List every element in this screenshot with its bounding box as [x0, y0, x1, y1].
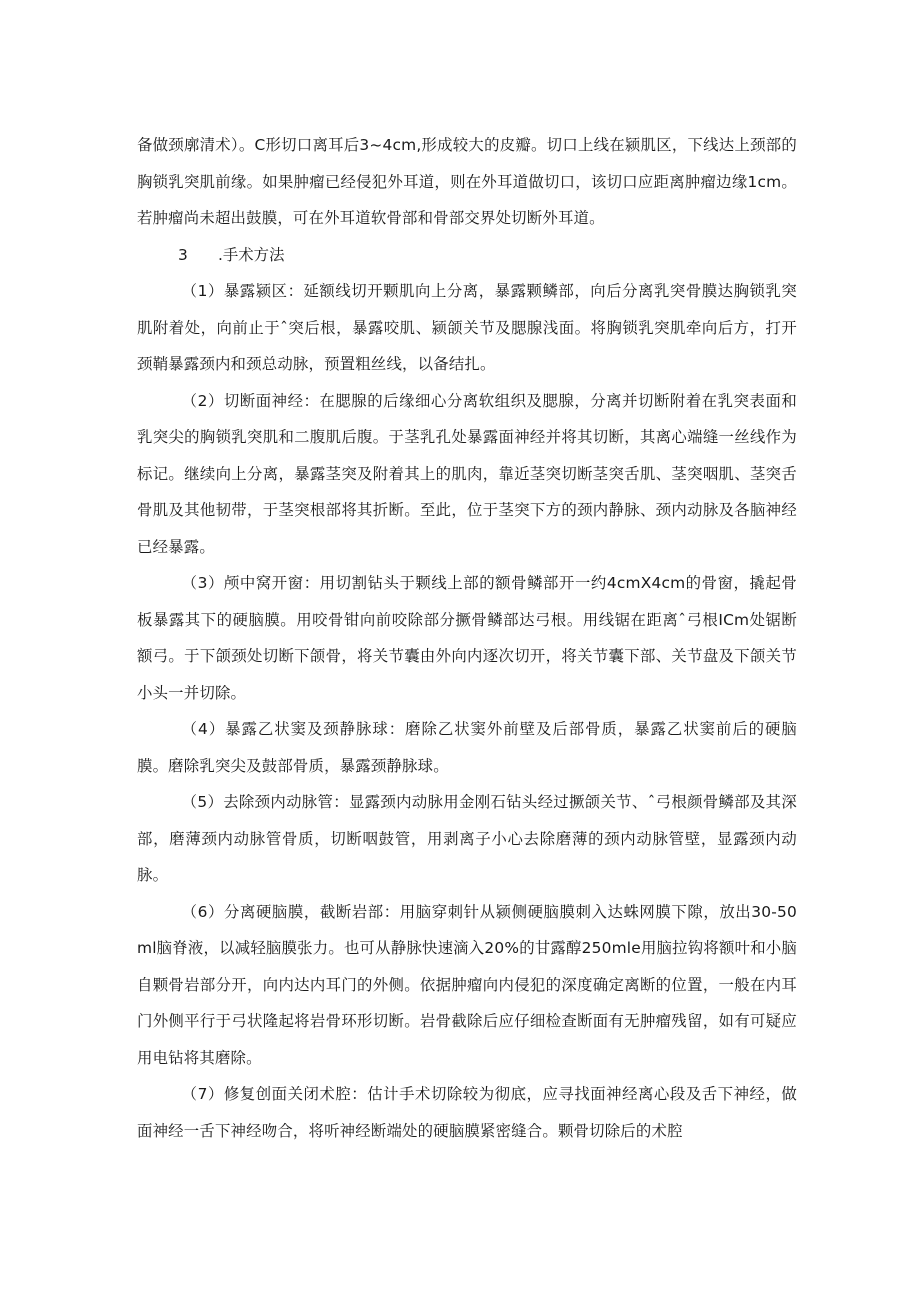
- step-paragraph-3: （3）颅中窝开窗：用切割钻头于颗线上部的额骨鳞部开一约4cmX4cm的骨窗，撬起骨板暴露其下的硬脑膜。用咬骨钳向前咬除部分撅骨鳞部达弓根。用线锯在距离ˆ弓根ICm处锯断额弓。于下颌颈处切断下颌骨，将关节囊由外向内逐次切开，将关节囊下部、关节盘及下颌关节小头一并切除。: [137, 574, 797, 702]
- step-paragraph-2: （2）切断面神经：在腮腺的后缘细心分离软组织及腮腺，分离并切断附着在乳突表面和乳突尖的胸锁乳突肌和二腹肌后腹。于茎乳孔处暴露面神经并将其切断，其离心端缝一丝线作为标记。继续向上分离，暴露茎突及附着其上的肌肉，靠近茎突切断茎突舌肌、茎突咽肌、茎突舌骨肌及其他韧带，于茎突根部将其折断。至此，位于茎突下方的颈内静脉、颈内动脉及各脑神经已经暴露。: [137, 391, 797, 556]
- intro-paragraph: 备做颈廓清术）。C形切口离耳后3~4cm,形成较大的皮瓣。切口上线在颍肌区，下线达上颈部的胸锁乳突肌前缘。如果肿瘤已经侵犯外耳道，则在外耳道做切口，该切口应距离肿瘤边缘1cm。若肿瘤尚未超出鼓膜，可在外耳道软骨部和骨部交界处切断外耳道。: [137, 136, 797, 227]
- step-paragraph-6: （6）分离硬脑膜，截断岩部：用脑穿刺针从颍侧硬脑膜刺入达蛛网膜下隙，放出30-50ml脑脊液，以减轻脑膜张力。也可从静脉快速滴入20%的甘露醇250mle用脑拉钩将额叶和小脑自颗骨岩部分开，向内达内耳门的外侧。依据肿瘤向内侵犯的深度确定离断的位置，一般在内耳门外侧平行于弓状隆起将岩骨环形切断。岩骨截除后应仔细检查断面有无肿瘤残留，如有可疑应用电钻将其磨除。: [137, 902, 797, 1067]
- step-paragraph-1: （1）暴露颍区：延额线切开颗肌向上分离，暴露颗鳞部，向后分离乳突骨膜达胸锁乳突肌附着处，向前止于ˆ突后根，暴露咬肌、颍颌关节及腮腺浅面。将胸锁乳突肌牵向后方，打开颈鞘暴露颈内和颈总动脉，预置粗丝线，以备结扎。: [137, 282, 797, 373]
- step-paragraph-5: （5）去除颈内动脉管：显露颈内动脉用金刚石钻头经过撅颌关节、ˆ弓根颜骨鳞部及其深部，磨薄颈内动脉管骨质，切断咽鼓管，用剥离子小心去除磨薄的颈内动脉管壁，显露颈内动脉。: [137, 793, 797, 884]
- section-title: .手术方法: [218, 245, 285, 264]
- step-paragraph-7: （7）修复创面关闭术腔：估计手术切除较为彻底，应寻找面神经离心段及舌下神经，做面神经一舌下神经吻合，将听神经断端处的硬脑膜紧密缝合。颗骨切除后的术腔: [137, 1085, 797, 1140]
- step-paragraph-4: （4）暴露乙状窦及颈静脉球：磨除乙状窦外前壁及后部骨质，暴露乙状窦前后的硬脑膜。磨除乳突尖及鼓部骨质，暴露颈静脉球。: [137, 720, 797, 775]
- section-heading: [137, 237, 797, 274]
- section-number: 3: [178, 245, 188, 264]
- document-body: [137, 127, 797, 1149]
